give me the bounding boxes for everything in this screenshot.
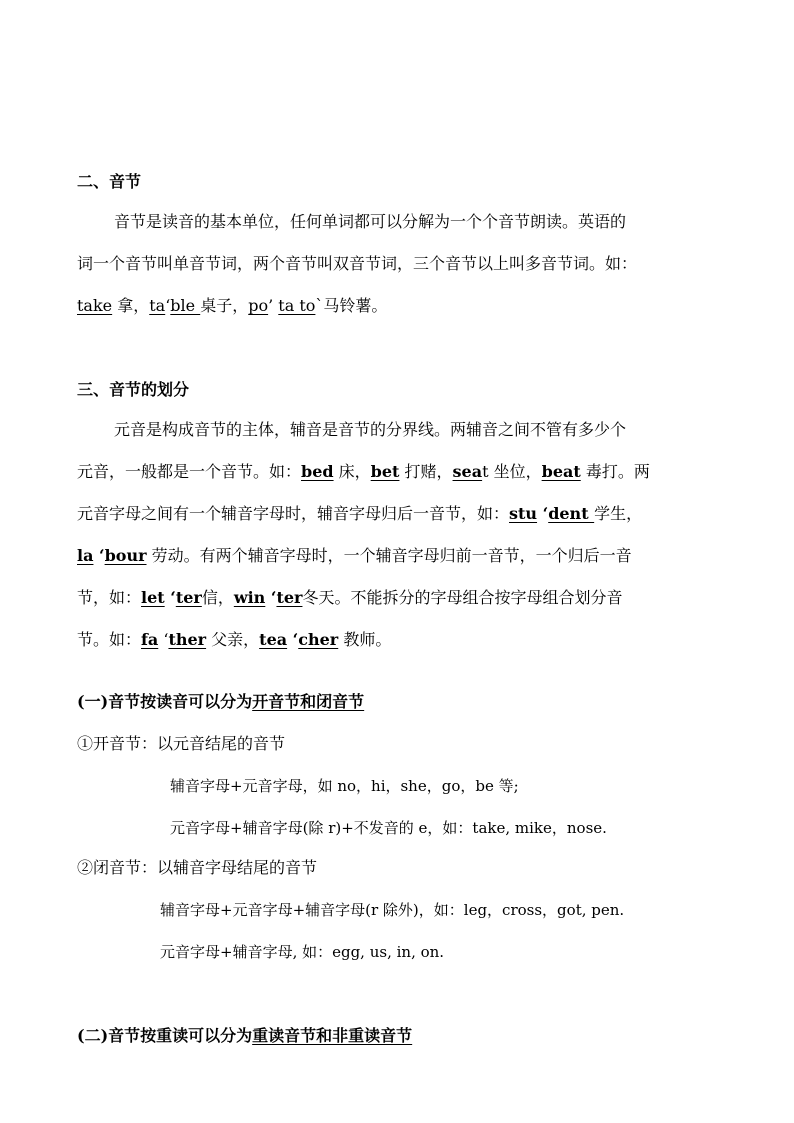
example-syllable: let <box>141 588 165 607</box>
open-syllable-title: ①开音节：以元音结尾的音节 <box>77 734 286 753</box>
text-run: 冬天。不能拆分的字母组合按字母组合划分音 <box>302 588 623 607</box>
example-syllable: ther <box>168 630 207 649</box>
example-syllable: bour <box>104 546 147 565</box>
stress-mark: ‘ <box>164 588 176 607</box>
section-heading-division: 三、音节的划分 <box>77 380 190 399</box>
closed-syllable-title: ②闭音节：以辅音字母结尾的音节 <box>77 858 318 877</box>
example-gloss: 床， <box>333 462 371 481</box>
example-syllable: ter <box>276 588 303 607</box>
example-syllable: win <box>233 588 266 607</box>
example-gloss: 打赌， <box>399 462 453 481</box>
example-gloss: 学生， <box>594 504 643 523</box>
text-run: 元音字母之间有一个辅音字母时，辅音字母归后一音节，如： <box>77 504 510 523</box>
section-heading-syllable: 二、音节 <box>77 172 142 191</box>
example-syllable: po <box>248 296 269 315</box>
example-gloss: 信， <box>201 588 234 607</box>
paragraph-line <box>77 504 642 524</box>
example-gloss: 马铃薯。 <box>323 296 388 315</box>
example-syllable: cher <box>298 630 339 649</box>
example-syllable: ta to <box>278 296 316 315</box>
paragraph-line <box>77 546 632 566</box>
text-run: 元音，一般都是一个音节。如： <box>77 462 302 481</box>
paragraph-line <box>77 630 391 650</box>
example-syllable: tea <box>259 630 288 649</box>
stress-mark: ’ <box>268 296 279 315</box>
example-gloss: 教师。 <box>338 630 392 649</box>
closed-syllable-rule: 元音字母+辅音字母, 如：egg, us, in, on. <box>160 943 445 961</box>
example-line <box>77 296 387 316</box>
stress-mark: ‘ <box>165 296 171 315</box>
open-syllable-rule: 元音字母+辅音字母(除 r)+不发音的 e，如：take, mike，nose. <box>170 819 607 837</box>
example-syllable: ble <box>170 296 201 315</box>
text-run: 节。如： <box>77 630 142 649</box>
heading-emphasis: 开音节和闭音节 <box>252 692 365 711</box>
text-run: 劳动。有两个辅音字母时，一个辅音字母归前一音节，一个归后一音 <box>146 546 632 565</box>
stress-mark: ` <box>315 296 324 315</box>
example-syllable: fa <box>141 630 159 649</box>
open-syllable-rule: 辅音字母+元音字母，如 no，hi，she，go，be 等; <box>170 777 519 795</box>
subsection-heading-open-closed <box>77 692 364 712</box>
paragraph-line: 元音是构成音节的主体，辅音是音节的分界线。两辅音之间不管有多少个 <box>114 420 627 439</box>
paragraph-line <box>77 588 622 608</box>
example-word: bet <box>370 462 400 481</box>
closed-syllable-rule: 辅音字母+元音字母+辅音字母(r 除外)，如：leg，cross，got, pen. <box>160 901 625 919</box>
example-word: sea <box>452 462 483 481</box>
stress-mark: ‘ <box>537 504 549 523</box>
subsection-heading-stress <box>77 1026 412 1046</box>
example-gloss: 桌子， <box>200 296 249 315</box>
paragraph-line <box>77 462 650 482</box>
example-word: beat <box>541 462 581 481</box>
example-syllable: stu <box>509 504 538 523</box>
text-run: (一)音节按读音可以分为 <box>77 692 253 711</box>
heading-emphasis: 重读音节和非重读音节 <box>252 1026 413 1045</box>
example-gloss: 坐位， <box>488 462 542 481</box>
text-run: 节，如： <box>77 588 142 607</box>
stress-mark: ‘ <box>93 546 105 565</box>
paragraph-line: 音节是读音的基本单位，任何单词都可以分解为一个个音节朗读。英语的 <box>114 212 627 231</box>
paragraph-line: 词一个音节叫单音节词，两个音节叫双音节词，三个音节以上叫多音节词。如： <box>77 254 638 273</box>
example-gloss: 毒打。两 <box>580 462 650 481</box>
example-syllable: la <box>77 546 94 565</box>
example-word-tail: t <box>482 462 489 481</box>
example-syllable: dent <box>548 504 595 523</box>
example-word: bed <box>301 462 334 481</box>
example-syllable: ta <box>149 296 166 315</box>
text-run: (二)音节按重读可以分为 <box>77 1026 253 1045</box>
example-syllable: ter <box>175 588 202 607</box>
example-gloss: 父亲， <box>206 630 260 649</box>
stress-mark: ‘ <box>265 588 277 607</box>
example-word: take <box>77 296 113 315</box>
example-gloss: 拿， <box>112 296 150 315</box>
stress-mark: ‘ <box>287 630 299 649</box>
stress-mark: ‘ <box>158 630 169 649</box>
